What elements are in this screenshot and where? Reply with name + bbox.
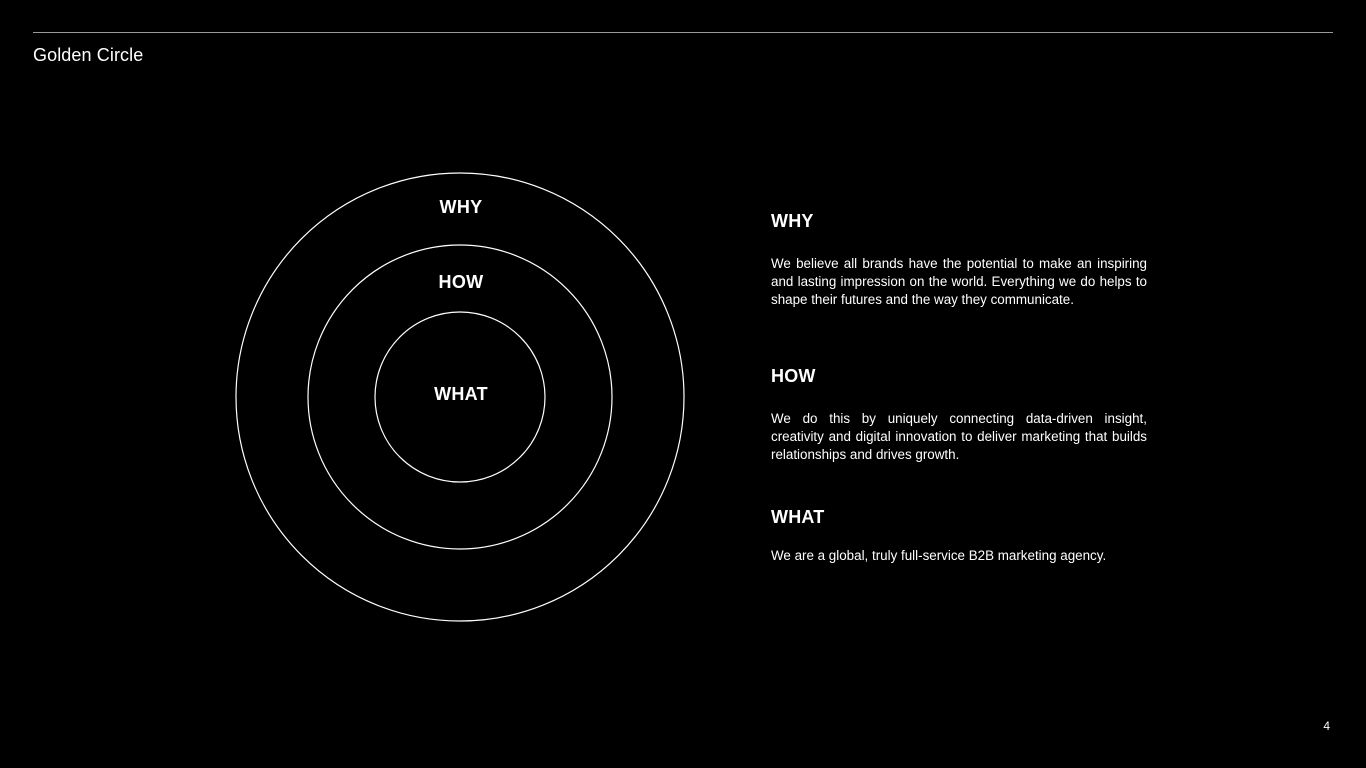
description-heading-what: WHAT [771, 507, 825, 527]
description-body-how: We do this by uniquely connecting data-driven insight, creativity and digital innovation to deliver marketing that builds relationships and drives growth. [771, 411, 1147, 462]
description-body-what: We are a global, truly full-service B2B marketing agency. [771, 548, 1107, 563]
ring-label-how: HOW [438, 272, 484, 292]
description-heading-why: WHY [771, 211, 814, 231]
description-heading-how: HOW [771, 366, 816, 386]
ring-label-why: WHY [439, 197, 483, 217]
description-why [771, 211, 1147, 309]
slide-title: Golden Circle [33, 45, 144, 65]
ring-label-what: WHAT [434, 384, 488, 404]
page-number: 4 [1323, 719, 1330, 733]
description-body-why: We believe all brands have the potential to make an inspiring and lasting impression on the world. Everything we do helps to shape their futures and the way they communicate. [771, 256, 1147, 307]
description-what [771, 507, 1147, 565]
description-how [771, 366, 1147, 464]
